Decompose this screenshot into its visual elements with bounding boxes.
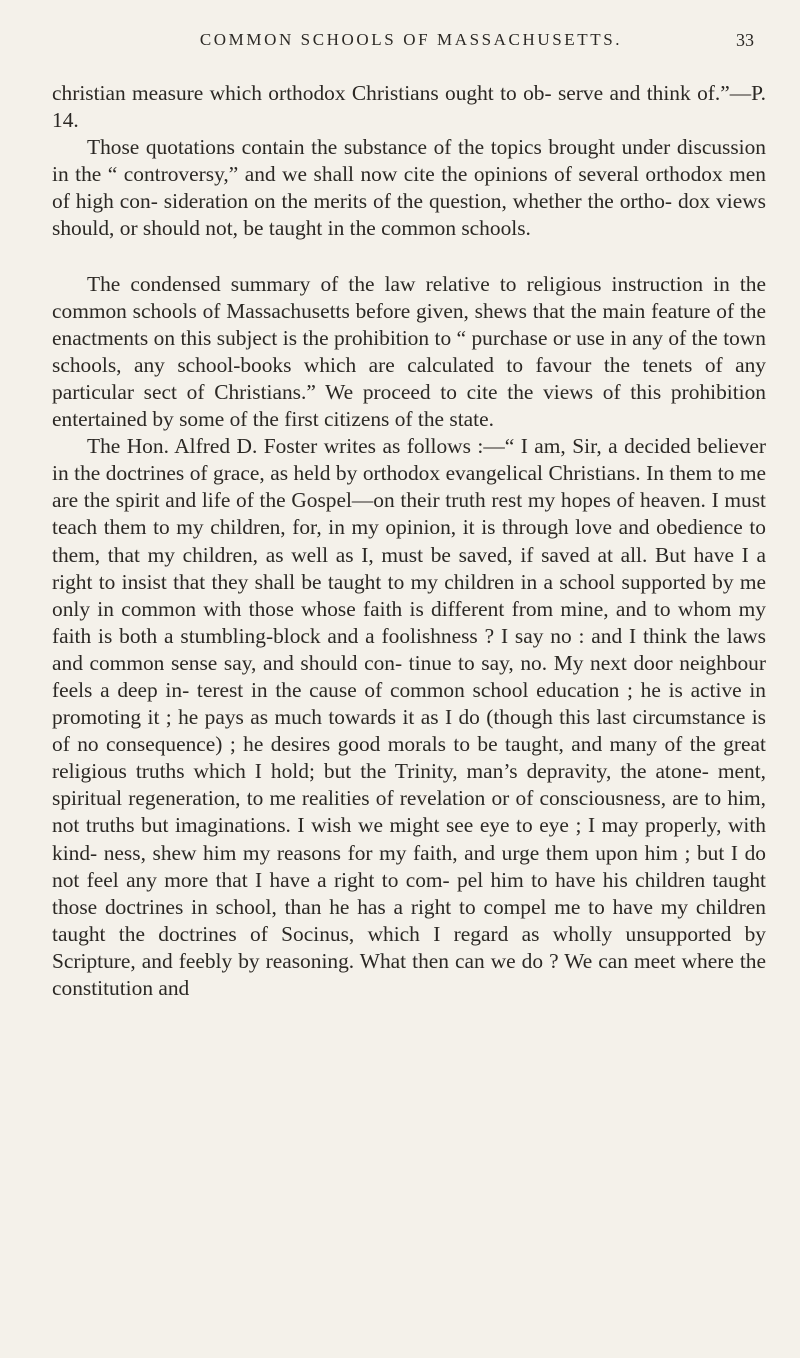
paragraph-quotations: Those quotations contain the substance of the topics brought under discussion in the “ controversy,” and we shall now cite the opinions of several orthodox men of high con- sideration on the merits of the question, whether the ortho- dox views should, or should not, be taught in the common schools. (52, 135, 766, 241)
paragraph-foster-quote: The Hon. Alfred D. Foster writes as follows :—“ I am, Sir, a decided believer in the doctrines of grace, as held by orthodox evangelical Christians. In them to me are the spirit and life of the Gospel—on their truth rest my hopes of heaven. I must teach them to my children, for, in my opinion, it is through love and obedience to them, that my children, as well as I, must be saved, if saved at all. But have I a right to insist that they shall be taught to my children in a school supported by me only in common with those whose faith is different from mine, and to whom my faith is both a stumbling-block and a foolishness ? I say no : and I think the laws and common sense say, and should con- tinue to say, no. My next door neighbour feels a deep in- terest in the cause of common school education ; he is active in promoting it ; he pays as much towards it as I do (though this last circumstance is of no consequence) ; he desires good morals to be taught, and many of the great religious truths which I hold; but the Trinity, man’s depravity, the atone- ment, spiritual regeneration, to me realities of revelation or of consciousness, are to him, not truths but imaginations. I wish we might see eye to eye ; I may properly, with kind- ness, shew him my reasons for my faith, and urge them upon him ; but I do not feel any more that I have a right to com- pel him to have his children taught those doctrines in school, than he has a right to compel me to have my children taught the doctrines of Socinus, which I regard as wholly unsupported by Scripture, and feebly by reasoning. What then can we do ? We can meet where the constitution and (52, 434, 766, 1000)
page-header (68, 30, 754, 58)
section-gap (52, 243, 766, 271)
page-number: 33 (736, 30, 754, 50)
body-text (52, 80, 766, 1002)
running-head: COMMON SCHOOLS OF MASSACHUSETTS. (199, 30, 623, 49)
paragraph-summary: The condensed summary of the law relative to religious instruction in the common schools of Massachusetts before given, shews that the main feature of the enactments on this subject is the prohibition to “ purchase or use in any of the town schools, any school-books which are calculated to favour the tenets of any particular sect of Christians.” We proceed to cite the views of this prohibition entertained by some of the first citizens of the state. (52, 271, 766, 432)
paragraph-continuation: christian measure which orthodox Christians ought to ob- serve and think of.”—P. 14. (52, 81, 766, 133)
